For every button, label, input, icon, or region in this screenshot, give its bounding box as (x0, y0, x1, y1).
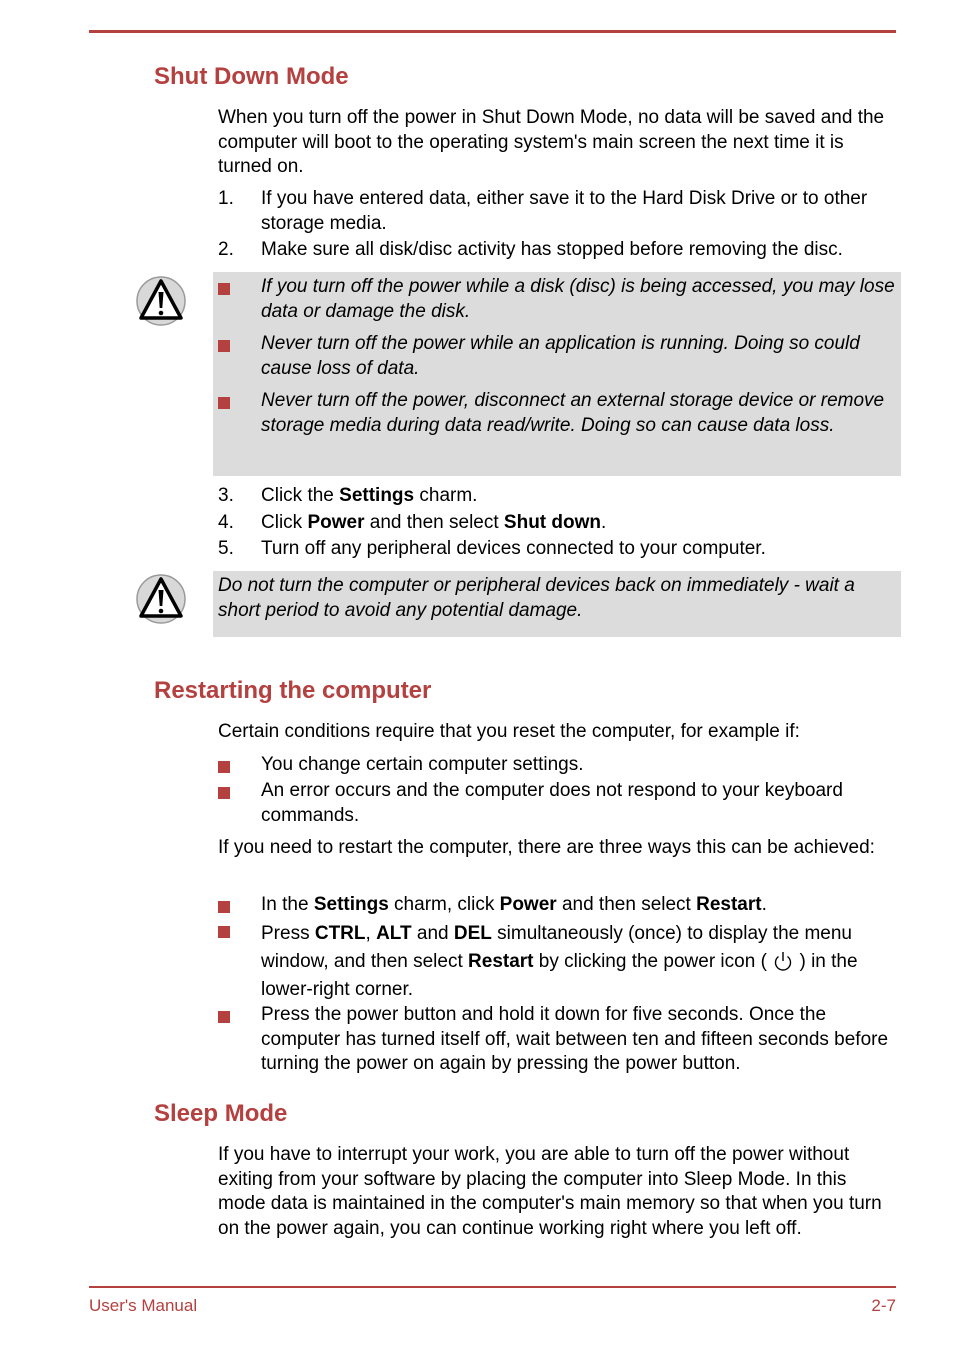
caution-text: If you turn off the power while a disk (disc) is being accessed, you may lose data or damage the disk. (261, 276, 895, 322)
bullet-square (218, 397, 230, 409)
bullet-square (218, 283, 230, 295)
caution-text: Never turn off the power, disconnect an external storage device or remove storage media during data read/write. Doing so can cause data loss. (261, 390, 885, 436)
step-number: 4. (218, 512, 234, 533)
restart-ways-para: If you need to restart the computer, there are three ways this can be achieved: (218, 837, 875, 858)
step-text: Make sure all disk/disc activity has stopped before removing the disc. (261, 239, 843, 260)
step-number: 2. (218, 239, 234, 260)
step-text: Turn off any peripheral devices connected to your computer. (261, 538, 766, 559)
power-icon (772, 949, 794, 973)
step-number: 1. (218, 188, 234, 209)
shutdown-intro: When you turn off the power in Shut Down Mode, no data will be saved and the computer will boot to the operating system's main screen the next time it is turned on. (218, 107, 885, 177)
bullet-square (218, 761, 230, 773)
restart-intro: Certain conditions require that you reset the computer, for example if: (218, 721, 800, 742)
bullet-text: In the Settings charm, click Power and then select Restart. (261, 894, 767, 915)
heading-shut-down-mode: Shut Down Mode (154, 63, 349, 90)
heading-restarting-the-computer: Restarting the computer (154, 677, 432, 704)
bullet-text: Press CTRL, ALT and DEL simultaneously (once) to display the menu window, and then select Restart by clicking the power icon ( ) in the lower-right corner. (261, 923, 858, 1000)
bullet-square (218, 901, 230, 913)
bullet-text: An error occurs and the computer does not respond to your keyboard commands. (261, 780, 843, 826)
bullet-text: You change certain computer settings. (261, 754, 584, 775)
heading-sleep-mode: Sleep Mode (154, 1100, 288, 1127)
bullet-text: Press the power button and hold it down for five seconds. Once the computer has turned itself off, wait between ten and fifteen seconds before turning the power on again by pressing the power button. (261, 1004, 889, 1074)
bottom-rule (89, 1286, 896, 1288)
top-rule (89, 30, 896, 33)
bullet-square (218, 340, 230, 352)
caution-box (213, 571, 901, 637)
warning-triangle-icon (136, 574, 186, 624)
caution-box (213, 272, 901, 476)
step-text: Click Power and then select Shut down. (261, 512, 607, 533)
footer-page-number: 2-7 (871, 1296, 896, 1315)
step-text: If you have entered data, either save it to the Hard Disk Drive or to other storage media. (261, 188, 868, 234)
caution-text: Do not turn the computer or peripheral devices back on immediately - wait a short period to avoid any potential damage. (218, 575, 855, 621)
bullet-square (218, 1011, 230, 1023)
bullet-square (218, 926, 230, 938)
step-number: 3. (218, 485, 234, 506)
footer-manual-title: User's Manual (89, 1296, 198, 1315)
bullet-square (218, 787, 230, 799)
warning-triangle-icon (136, 276, 186, 326)
caution-text: Never turn off the power while an application is running. Doing so could cause loss of data. (261, 333, 860, 379)
sleep-mode-text: If you have to interrupt your work, you are able to turn off the power without exiting from your software by placing the computer into Sleep Mode. In this mode data is maintained in the computer's main memory so that when you turn on the power again, you can continue working right where you left off. (218, 1144, 882, 1239)
step-number: 5. (218, 538, 234, 559)
step-text: Click the Settings charm. (261, 485, 478, 506)
